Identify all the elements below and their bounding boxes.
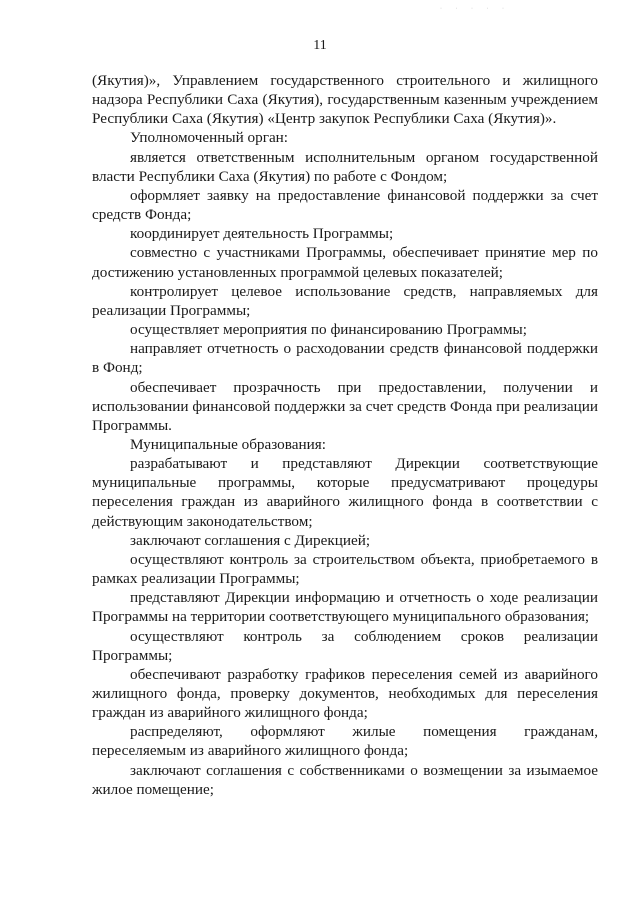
- paragraph: осуществляет мероприятия по финансированию Программы;: [130, 321, 527, 339]
- document-body: [92, 71, 598, 799]
- paragraph-continuation: (Якутия)», Управлением государственного строительного и жилищного надзора Республики Саха (Якутия), государственным казенным учреждением Республики Саха (Якутия) «Центр закупок Республики Саха (Якутия)».: [92, 72, 598, 128]
- paragraph: заключают соглашения с собственниками о возмещении за изымаемое жилое помещение;: [92, 761, 598, 798]
- paragraph: распределяют, оформляют жилые помещения гражданам, переселяемым из аварийного жилищного фонда;: [92, 723, 598, 760]
- section-heading-authorized-body: Уполномоченный орган:: [130, 129, 289, 147]
- paragraph: осуществляют контроль за соблюдением сроков реализации Программы;: [92, 627, 598, 664]
- scan-marks: · · · · ·: [440, 6, 510, 12]
- paragraph: оформляет заявку на предоставление финансовой поддержки за счет средств Фонда;: [92, 186, 598, 224]
- paragraph: представляют Дирекции информацию и отчетность о ходе реализации Программы на территории соответствующего муниципального образования;: [92, 589, 598, 626]
- paragraph: разрабатывают и представляют Дирекции соответствующие муниципальные программы, которые предусматривают процедуры переселения граждан из аварийного жилищного фонда в соответствии с действующим законодательством;: [92, 455, 598, 530]
- paragraph: обеспечивают разработку графиков переселения семей из аварийного жилищного фонда, проверку документов, необходимых для переселения граждан из аварийного жилищного фонда;: [92, 665, 598, 722]
- paragraph: является ответственным исполнительным органом государственной власти Республики Саха (Якутия) по работе с Фондом;: [92, 148, 598, 185]
- page-number: 11: [313, 38, 327, 53]
- paragraph: обеспечивает прозрачность при предоставлении, получении и использовании финансовой поддержки за счет средств Фонда при реализации Программы.: [92, 378, 598, 434]
- paragraph: заключают соглашения с Дирекцией;: [130, 531, 371, 549]
- paragraph: контролирует целевое использование средств, направляемых для реализации Программы;: [92, 282, 598, 319]
- section-heading-municipalities: Муниципальные образования:: [130, 435, 326, 453]
- paragraph: совместно с участниками Программы, обеспечивает принятие мер по достижению установленных программой целевых показателей;: [92, 244, 598, 281]
- paragraph: направляет отчетность о расходовании средств финансовой поддержки в Фонд;: [92, 340, 598, 377]
- paragraph: координирует деятельность Программы;: [130, 225, 394, 243]
- paragraph: осуществляют контроль за строительством объекта, приобретаемого в рамках реализации Программы;: [92, 550, 598, 588]
